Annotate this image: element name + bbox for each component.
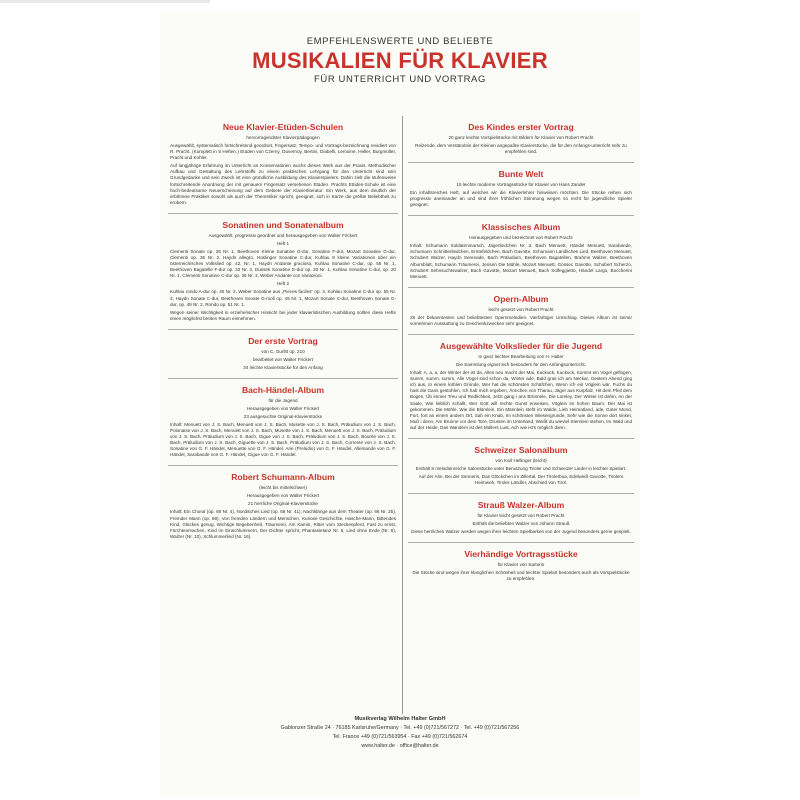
section-bunte-welt bbox=[408, 163, 634, 216]
section-opern-album bbox=[408, 288, 634, 335]
section-meta: Heft 2 bbox=[276, 281, 290, 287]
section-meta: 21 herrliche Original-Klavierstücke bbox=[248, 501, 318, 507]
header-subtitle: FÜR UNTERRICHT UND VORTRAG bbox=[313, 74, 486, 85]
section-meta: Die Sammlung eignet sich besonders für den Anfangsunterricht. bbox=[456, 362, 586, 368]
section-bach-händel-album bbox=[168, 379, 398, 467]
section-schweizer-salonalbum bbox=[408, 439, 634, 494]
section-title: Des Kindes erster Vortrag bbox=[468, 122, 574, 132]
section-title: Klassisches Album bbox=[481, 222, 561, 233]
section-text: Inhalt: Menuett von J. S. Bach, Menuett von J. S. Bach, Musette von J. S. Bach, Präludium von J. S. Bach, Polonaise von J. S. Bach, Menuett von J. S. Bach, Musette von J. S. Bach, Menuett von J. S. Bach, Präludium von J. S. Bach, Präludium von J. S. Bach, Gigue von J. S. Bach, Präludium von J. S. Bach, Bourée von J. S. Bach, Präludium von J. S. Bach, Giguette von J. S. Bach, Präludium von J. S. Bach, Corrente von J. S. Bach, Sonatine von G. F. Händel, Menuette von G. F. Händel, Arie (Preludio) von G. F. Händel, Allemande von G. F. Händel, Sarabande von G. F. Händel, Gigue von G. F. Händel. bbox=[170, 421, 396, 458]
section-klassisches-album bbox=[408, 216, 634, 288]
section-title: Bach-Händel-Album bbox=[241, 384, 325, 395]
section-meta: In ganz leichter Bearbeitung von H. Halter bbox=[478, 354, 564, 360]
section-text: Ausgewählt, systematisch fortschreitend geordnet, Fingersatz, Tempo- und Vortrags-bezeichnung revidiert von R. Pracht. (Komplett in 5 Heften.) Etüden von Czerny, Duvernoy, Bertini, Diabelli, Lemoine, Heller, Burgmüller, Pracht und Kohler. bbox=[170, 143, 396, 161]
section-meta: 23 ausgesuchte Original-Klavierstücke bbox=[243, 413, 323, 419]
section-robert-schumann-album bbox=[168, 466, 398, 546]
section-title: Schweizer Salonalbum bbox=[474, 444, 568, 455]
page-title: MUSIKALIEN FÜR KLAVIER bbox=[252, 48, 548, 73]
section-meta: Enthält die beliebten Walzer von Johann Strauß bbox=[472, 520, 570, 526]
document-page bbox=[160, 12, 640, 796]
section-text: Inhalt: Schumann Soldatenmarsch, Jägerliedchen Nr. 3, Bach Menuett, Händel Menuett, Sarabande, Schumann Schnitterliedchen, Erntefeldchen, Bach Gavotte, Schumann Ländliches Lied, Beethoven Menuett, Schubert Walzer, Haydn Serenade, Bach Präludium, Beethoven Bagatellen, Brahms Walzer, Beethoven Albumblatt, Schumann Träumerei, Jensen Die Mühle, Mozart Menuett, Gossec Gavotte, Schubert Scherzo, Schubert Sehnsuchtswalzer, Bach Gavotte, Mozart Menuett, Bach Solfeggietto, Händel Largo, Boccherini Menuett. bbox=[410, 243, 632, 279]
section-meta: 34 leichte Klavierstücke für den Anfang bbox=[243, 364, 323, 370]
section-title: Neue Klavier-Etüden-Schulen bbox=[222, 122, 344, 132]
section-title: Robert Schumann-Album bbox=[231, 472, 335, 483]
section-text: 28 der bekanntesten und beliebtesten Opernmelodien. Vierfarbiger Umschlag. Dieses Album ist seiner vornehmen Ausstattung zu Geschenkzwecken sehr geeignet. bbox=[410, 314, 632, 326]
right-column bbox=[408, 116, 634, 698]
left-column bbox=[168, 116, 398, 698]
section-meta: bearbeitet von Walter Frickert bbox=[252, 356, 314, 362]
section-sonatinen-und-sonatenalbum bbox=[168, 214, 398, 330]
section-text: Inhalt: Ein Choral (op. 68 Nr. 4), Nordisches Lied (op. 68 Nr. 41), Nachklänge aus dem Theater (op. 68 Nr. 25), Fremder Mann (op. 68), Von fremden Ländern und Menschen, Kuriose Geschichte, Hasche-Mann, Bittendes Kind, Glückes genug, Wichtige Begebenheit, Träumerei, Am Kamin, Ritter vom Steckenpferd, Fast zu ernst, Fürchtenmachen, Kind im Einschlummern, Der Dichter spricht, Phantasietanz Nr. 5, Lied ohne Ende (Nr. 8), Walzer (Nr. 10), Schlummerlied (Nr. 16). bbox=[170, 509, 396, 539]
header-pre: EMPFEHLENSWERTE UND BELIEBTE bbox=[306, 36, 494, 47]
section-text: Kuhlau rondo A-dur op. 40 Nr. 2, Weber Sonatine aus „Pieces faciles“ op. 3, Kuhlau Sonatine C-dur op. 55 Nr. 3, Haydn Sonate C-dur, Beethoven Sonate G-moll op. 49 Nr. 1, Mozart Sonate C-dur, Beethoven Sonate G-dur, op. 49 Nr. 2, Rondo op. 51 Nr. 1. bbox=[170, 289, 396, 307]
section-meta: Herausgegeben und bezeichnet von Robert Pracht bbox=[469, 235, 573, 241]
section-title: Bunte Welt bbox=[498, 169, 544, 179]
section-meta: Die Stücke sind wegen ihrer klanglichen Schönheit und leichter Spielart besonders auch als Vorspielstücke zu empfehlen. bbox=[412, 569, 630, 581]
section-title: Ausgewählte Volkslieder für die Jugend bbox=[439, 341, 603, 352]
section-title: Sonatinen und Sonatenalbum bbox=[222, 219, 344, 230]
section-ausgewählte-volkslieder-für-die-jugend bbox=[408, 335, 634, 439]
footer bbox=[160, 715, 640, 751]
section-meta: 15 leichte moderne Vortragsstücke für Klavier von Hans Zander bbox=[456, 182, 586, 187]
section-meta: für Klavier von Sartorio bbox=[497, 561, 545, 567]
section-meta: Diese herrlichen Walzer werden wegen ihrer leichten Spielbarkeit von der Jugend besonders gerne gespielt. bbox=[411, 528, 631, 534]
section-strauß-walzer-album bbox=[408, 494, 634, 543]
section-meta: von Karl Hellinger (leicht) bbox=[495, 457, 547, 463]
section-des-kindes-erster-vortrag bbox=[408, 116, 634, 163]
column-divider bbox=[402, 116, 403, 714]
section-meta: für Klavier leicht gesetzt von Robert Pracht bbox=[477, 512, 565, 518]
footer-publisher: Musikverlag Wilhelm Halter GmbH bbox=[354, 716, 446, 722]
section-meta: Ausgewählt, progressiv geordnet und herausgegeben von Walter Frickert bbox=[208, 232, 358, 238]
section-meta: von C. Gurlitt op. 210 bbox=[261, 348, 305, 354]
section-meta: 20 ganz leichte Vorspielstücke mit Bildern für Klavier von Robert Pracht bbox=[448, 135, 594, 140]
section-title: Opern-Album bbox=[493, 293, 549, 304]
section-meta: Reizende, dem Verständnis der Kleinen angepaßte Klavierstücke, die für den Anfangs-unterricht sehr zu empfehlen sind. bbox=[415, 143, 627, 154]
section-text: Ein inhaltsreiches Heft, auf welches wir die Klavierlehrer hinweisen möchten. Die Stücke reihen sich progressiv aneinander an und sind ihrer fröhlichen Stimmung wegen so recht für jugendliche Spieler geeignet. bbox=[410, 190, 632, 208]
section-text: Clementi Sonate op. 36 Nr. 1, Beethoven Kleine Sonatine G-dur, Sonatine F-dur, Mozart Sonatine G-dur, Clementi op. 36 Nr. 2, Haydn allegro, Haslinger Sonatine C-dur, Kuhlau 8 kleine Variationen über ein österreichisches Volkslied op. 42, Nr. 1, Haydn Andante gracioso, Kuhlau Sonatine C-dur, op. 55 Nr. 1, Beethoven Bagatelle F-dur op. 33 Nr. 3, Dussek Sonatine G-dur op. 20 Nr. 1, Kuhlau Sonatine C-dur, op. 20 Nr. 1, Clementi Sonatine C-dur op. 36 Nr. 3, Weber Andante con Variazioni. bbox=[170, 248, 396, 279]
section-meta: Auf der Alm, Bei der Sennerin, Das Glöckchen im Zillertal, Der Tirolerbua, Edelweiß Gavotte, Tirolers Heimweh, Tiroler Ländler, Abschied von Tirol. bbox=[418, 473, 624, 485]
section-meta: für die Jugend bbox=[268, 397, 298, 403]
section-meta: Herausgegeben von Walter Frickert bbox=[246, 493, 320, 499]
section-der-erste-vortrag bbox=[168, 330, 398, 379]
section-text: Auf langjährige Erfahrung im Unterricht an Konservatorien wuchs dieses Werk aus der Praxis. Methodischer Aufbau und Gestaltung des Lehrstoffs zu einem praktischen Lehrgang für den Unterricht sind sein Grundgedanke und sein Zweck ist eine gründliche Ausbildung des Klavierspielers. Dahin zielt die stufenweise fortschreitende Anordnung der mit genauem Fingersatz versehenen Etüden. Prachts Etüden-Schule ist eine hoch-bedeutsame Neuerscheinung auf dem Gebiete der Klavierliteratur. Ein Werk, aus dem deutlich der erfahrene Praktiker sowohl als auch der Theoretiker spricht, geeignet, sich in Kürze die größte Beliebtheit zu erobern. bbox=[170, 163, 396, 205]
section-meta: Enthält 8 melodienreiche Salonstücke unter Benutzung Tiroler und Schweizer Lieder in leichter Spielart. bbox=[415, 465, 627, 471]
section-meta: Herausgegeben von Walter Frickert bbox=[246, 405, 320, 411]
section-title: Strauß Walzer-Album bbox=[477, 499, 565, 510]
section-meta: (leicht bis mittelschwer) bbox=[259, 485, 307, 491]
section-meta: Heft 1 bbox=[276, 240, 290, 246]
footer-web: www.halter.de · office@halter.de bbox=[361, 743, 439, 749]
section-text: Inhalt: A, a, a, der Winter der ist da, Alles neu macht der Mai, Kuckuck, Kuckuck, Kommt ein Vogel geflogen, Summ, summ, summ, Alle Vögel sind schon da, Winter ade, Bald gras ich am Neckar, Gestern Abend ging ich aus, In einem kühlen Grunde, Wer hat die schönsten Schäfchen, Wenn ich ein Vöglein wär, Fuchs du hast die Gans gestohlen, Ich hab mich ergeben, Ännchen von Tharau, Jäger aus Kurpfalz, Hit dem Pfeil dem Bogen, Üb immer Treu und Redlichkeit, Jetzt gang i ans Brünnele, Die Loreley, Der Winter ist dahin, An der Saale, Wie lieblich schallt, Wer Gott will rechte Gunst erweisen, Vöglein im hohen Baum, Der Mai ist gekommen, Die Mühle, Wie die Blümlein, Ein Männlein steht im Walde, Lieb Heimatland, ade, Guter Mond, Fort, fort an einem andern Ort, Sah ein Knab, Im schönsten Wiesengrunde, Sehr wie die Sonne dort sinket, Muß i denn, Am Brunne vor dem Tore, Drunten im Unterland, Weißt du wieviel Sternlein stehen, Im Wald und auf der Heide, Das Wandern ist des Müllers Lust, Ach wie ist's möglich dann. bbox=[410, 370, 632, 430]
top-edge-line bbox=[0, 0, 210, 3]
section-meta: leicht gesetzt von Robert Pracht bbox=[488, 306, 554, 312]
footer-address: Gablonzer Straße 24 · 76185 Karlsruhe/Germany · Tel. +49 (0)721/567272 · Tel. +49 (0)721/567256 bbox=[280, 725, 520, 731]
section-vierhändige-vortragsstücke bbox=[408, 543, 634, 589]
section-title: Der erste Vortrag bbox=[248, 335, 318, 346]
section-neue-klavier-etüden-schulen bbox=[168, 116, 398, 214]
footer-phone-fax: Tel. France +49 (0)721/563954 · Fax +49 (0)721/562674 bbox=[332, 734, 468, 740]
section-title: Vierhändige Vortragsstücke bbox=[464, 548, 578, 559]
section-text: Wegen seiner Wichtigkeit in erzieherischer Hinsicht bei jeder klavieristischen Ausbildung sollten diese Hefte einen möglichst breiten Raum einnehmen. bbox=[170, 309, 396, 321]
section-meta: hervorragendster Klavierpädagogen bbox=[246, 135, 320, 140]
